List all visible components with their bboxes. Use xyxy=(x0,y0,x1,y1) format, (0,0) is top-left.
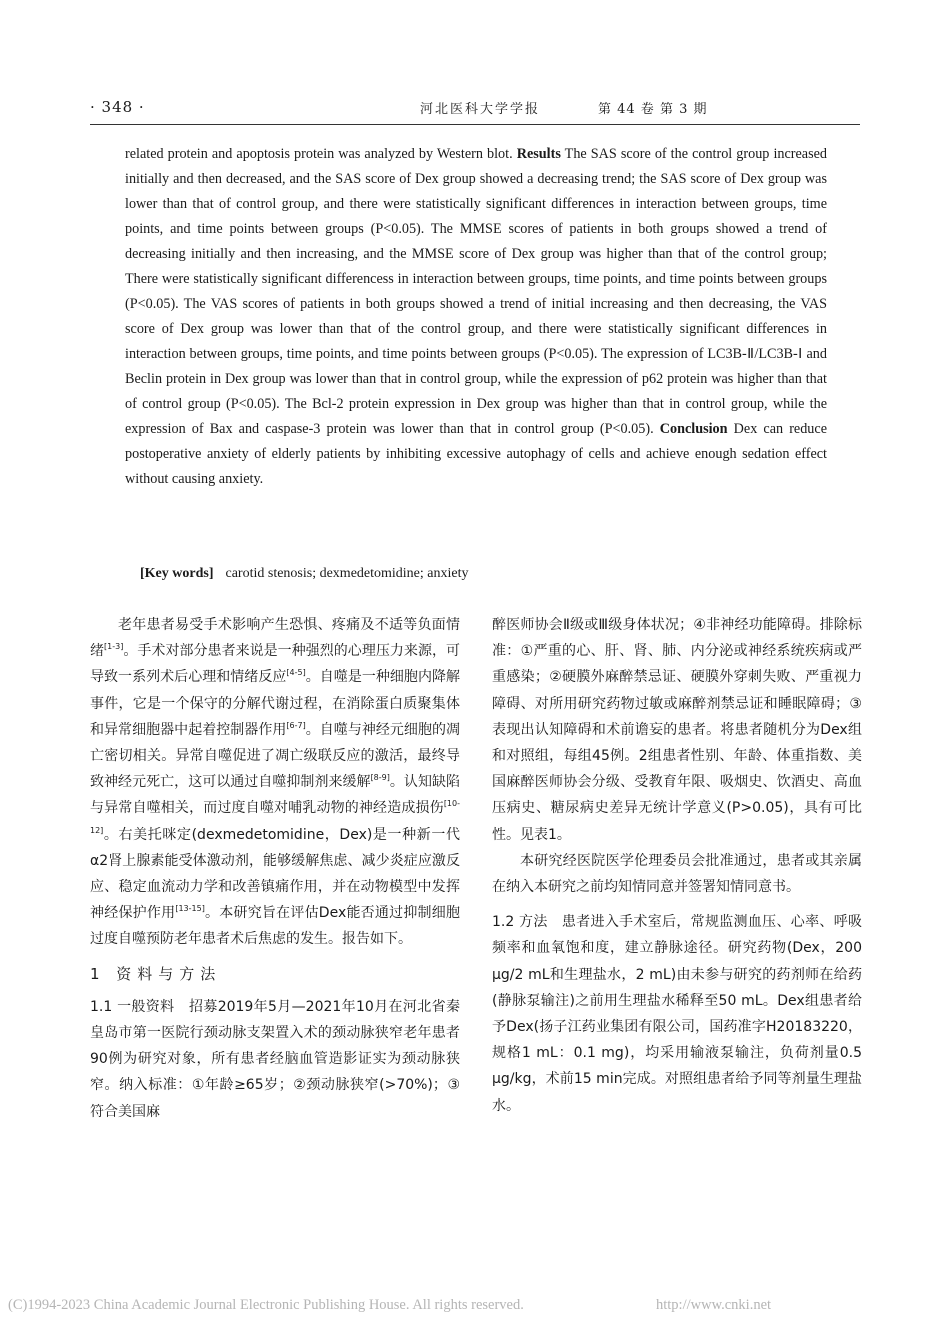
citation: [1-3] xyxy=(104,642,124,652)
keywords-text: carotid stenosis; dexmedetomidine; anxiety xyxy=(225,566,469,581)
citation: [8-9] xyxy=(370,773,390,783)
intro-text: 。本研究旨在评估Dex能否通过抑制细胞过度自噬预防老年患者术后焦虑的发生。报告如下。 xyxy=(90,905,461,948)
citation: [13-15] xyxy=(175,904,205,914)
subsection-text: 招募2019年5月—2021年10月在河北省秦皇岛市第一医院行颈动脉支架置入术的颈动脉狭窄老年患者90例为研究对象，所有患者经脑血管造影证实为颈动脉狭窄。纳入标准：①年龄≥65岁；②颈动脉狭窄(>70%)；③符合美国麻 xyxy=(90,998,460,1120)
intro-text: 老年患者易受手术影响产生恐惧、疼痛及不适等负面情绪 xyxy=(90,617,460,660)
intro-text: 。右美托咪定(dexmedetomidine，Dex)是一种新一代α2肾上腺素能受体激动剂，能够缓解焦虑、减少炎症应激反应、稳定血流动力学和改善镇痛作用，并在动物模型中发挥神经保护作用 xyxy=(90,826,460,922)
intro-text: 。认知缺陷与异常自噬相关，而过度自噬对哺乳动物的神经造成损伤 xyxy=(90,774,461,817)
journal-name: 河北医科大学学报 xyxy=(420,102,541,117)
citation: [10-12] xyxy=(90,799,460,835)
subsection-label: 1.1 一般资料 xyxy=(90,998,175,1015)
english-abstract xyxy=(125,142,827,492)
abstract-conclusion: Dex can reduce postoperative anxiety of elderly patients by inhibiting excessive autophagy of cells and achieve enough sedation effect without causing anxiety. xyxy=(125,421,827,487)
left-column xyxy=(90,612,460,1125)
intro-paragraph xyxy=(90,612,460,953)
keywords-label: [Key words] xyxy=(140,566,214,581)
intro-text: 。自噬与神经元细胞的凋亡密切相关。异常自噬促进了凋亡级联反应的激活，最终导致神经元死亡，这可以通过自噬抑制剂来缓解 xyxy=(90,721,461,791)
results-label: Results xyxy=(516,146,561,162)
citation: [4-5] xyxy=(286,668,306,678)
right-column xyxy=(492,612,862,1119)
section-heading: 1 资料与方法 xyxy=(90,964,222,983)
running-header xyxy=(90,96,860,125)
footer-watermark xyxy=(8,1297,938,1317)
keywords xyxy=(140,566,840,582)
subsection-1-2 xyxy=(492,909,862,1119)
subsection-1-1 xyxy=(90,994,460,1125)
inclusion-criteria-continued: 醉医师协会Ⅱ级或Ⅲ级身体状况；④非神经功能障碍。排除标准：①严重的心、肝、肾、肺、内分泌或神经系统疾病或严重感染；②硬膜外麻醉禁忌证、硬膜外穿刺失败、严重视力障碍、对所用研究药物过敏或麻醉剂禁忌证和睡眠障碍；③表现出认知障碍和术前谵妄的患者。将患者随机分为Dex组和对照组，每组45例。2组患者性别、年龄、体重指数、美国麻醉医师协会分级、受教育年限、吸烟史、饮酒史、高血压病史、糖尿病史差异无统计学意义(P>0.05)，具有可比性。见表1。 xyxy=(492,617,862,843)
intro-text: 。手术对部分患者来说是一种强烈的心理压力来源，可导致一系列术后心理和情绪反应 xyxy=(90,643,461,686)
abstract-methods-tail: related protein and apoptosis protein was analyzed by Western blot. xyxy=(125,146,513,162)
copyright-notice: (C)1994-2023 China Academic Journal Electronic Publishing House. All rights reserved. xyxy=(8,1297,524,1313)
page-number: · 348 · xyxy=(90,98,145,116)
ethics-paragraph: 本研究经医院医学伦理委员会批准通过，患者或其亲属在纳入本研究之前均知情同意并签署知情同意书。 xyxy=(492,852,862,896)
issue-info: 第 44 卷 第 3 期 xyxy=(598,102,708,117)
conclusion-label: Conclusion xyxy=(659,421,728,437)
intro-text: 。自噬是一种细胞内降解事件，它是一个保守的分解代谢过程，在消除蛋白质聚集体和异常细胞器中起着控制器作用 xyxy=(90,669,461,738)
citation: [6-7] xyxy=(286,720,306,730)
abstract-results: The SAS score of the control group increased initially and then decreased, and the SAS score of Dex group showed a decreasing trend; the SAS score of Dex group was lower than that of control group, and there were statistically significant differences in interaction between groups, time points, and time points between groups (P<0.05). The MMSE scores of patients in both groups showed a trend of decreasing initially and then increasing, and the MMSE score of Dex group was higher than that of the control group; There were statistically significant differencess in interaction between groups, time points, and time points between groups (P<0.05). The VAS scores of patients in both groups showed a trend of initial increasing and then decreasing, the VAS score of Dex group was lower than that of the control group, and there were statistically significant differences in interaction between groups, time points, and time points between groups (P<0.05). The expression of LC3B-Ⅱ/LC3B-Ⅰ and Beclin protein in Dex group was lower than that in control group, while the expression of p62 protein was higher than that of control group (P<0.05). The Bcl-2 protein expression in Dex group was higher than that in control group, while the expression of Bax and caspase-3 protein was lower than that in control group (P<0.05). xyxy=(125,146,828,437)
subsection-text: 患者进入手术室后，常规监测血压、心率、呼吸频率和血氧饱和度，建立静脉途径。研究药物(Dex，200 μg/2 mL和生理盐水，2 mL)由未参与研究的药剂师在给药(静脉泵输注)之前用生理盐水稀释至50 mL。Dex组患者给予Dex(扬子江药业集团有限公司，国药准字H20183220，规格1 mL：0.1 mg)，均采用输液泵输注，负荷剂量0.5 μg/kg，术前15 min完成。对照组患者给予同等剂量生理盐水。 xyxy=(492,914,862,1114)
website-link[interactable]: http://www.cnki.net xyxy=(656,1297,772,1313)
subsection-label: 1.2 方法 xyxy=(492,914,548,931)
